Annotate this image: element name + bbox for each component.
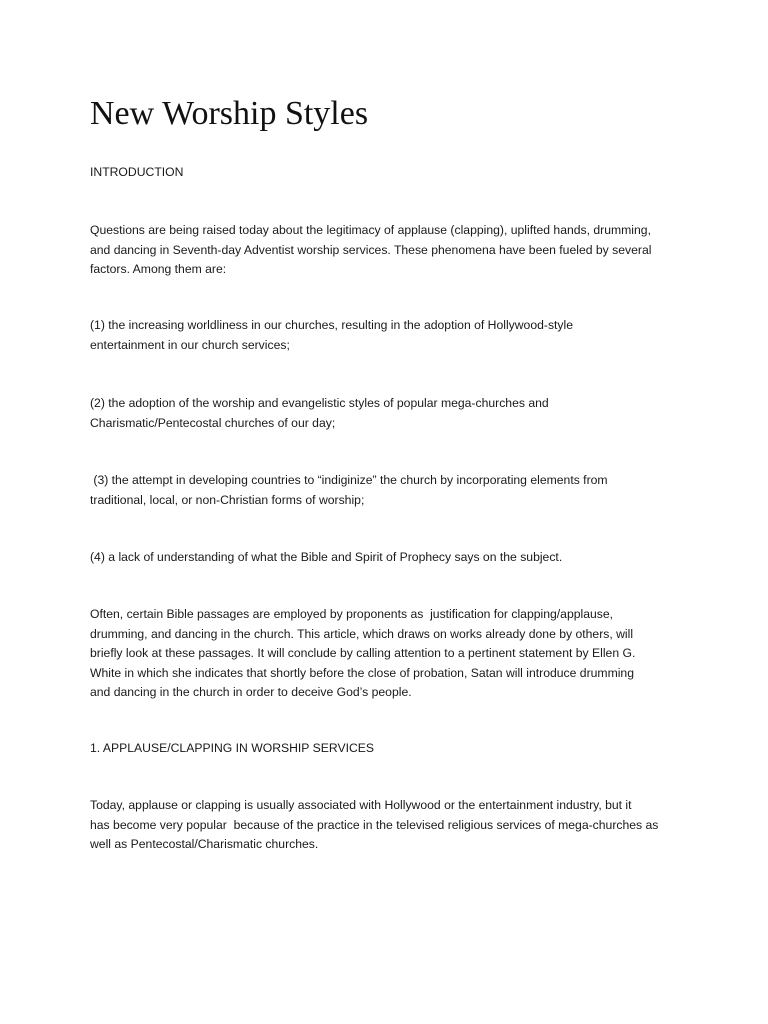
paragraph-line: (4) a lack of understanding of what the Bible and Spirit of Prophecy says on the subject. [90,550,563,564]
paragraph-line: (2) the adoption of the worship and evangelistic styles of popular mega-churches and [90,396,549,410]
paragraph-line: Charismatic/Pentecostal churches of our day; [90,415,336,430]
section-1-heading [90,739,690,759]
often-paragraph [90,605,690,703]
introduction-heading [90,163,690,183]
factor-1-paragraph [90,316,690,355]
paragraph-line: (3) the attempt in developing countries to “indiginize” the church by incorporating elements from [90,473,608,487]
paragraph-line: has become very popular because of the practice in the televised religious services of mega-churches as [90,817,659,832]
paragraph-line: White in which she indicates that shortly before the close of probation, Satan will introduce drumming [90,665,634,680]
paragraph-line: factors. Among them are: [90,262,227,276]
paragraph-line: (1) the increasing worldliness in our churches, resulting in the adoption of Hollywood-style [90,318,574,332]
factor-2-paragraph [90,394,690,433]
paragraph-line: drumming, and dancing in the church. This article, which draws on works already done by others, will [90,626,634,641]
factor-3-paragraph [90,471,690,510]
paragraph-line: Often, certain Bible passages are employed by proponents as justification for clapping/applause, [90,607,614,621]
heading-line: INTRODUCTION [90,165,184,179]
intro-paragraph [90,221,690,280]
paragraph-line: and dancing in Seventh-day Adventist worship services. These phenomena have been fueled by several [90,242,652,257]
paragraph-line: Questions are being raised today about the legitimacy of applause (clapping), uplifted hands, drumming, [90,223,651,237]
paragraph-line: briefly look at these passages. It will conclude by calling attention to a pertinent statement by Ellen G. [90,646,636,660]
section-1-paragraph [90,796,690,855]
heading-line: 1. APPLAUSE/CLAPPING IN WORSHIP SERVICES [90,741,375,755]
paragraph-line: well as Pentecostal/Charismatic churches. [90,837,319,851]
paragraph-line: traditional, local, or non-Christian forms of worship; [90,492,365,507]
paragraph-line: Today, applause or clapping is usually associated with Hollywood or the entertainment industry, but it [90,798,632,812]
factor-4-paragraph [90,548,690,568]
document-title: New Worship Styles [90,95,369,132]
paragraph-line: and dancing in the church in order to deceive God’s people. [90,685,412,699]
paragraph-line: entertainment in our church services; [90,337,290,352]
